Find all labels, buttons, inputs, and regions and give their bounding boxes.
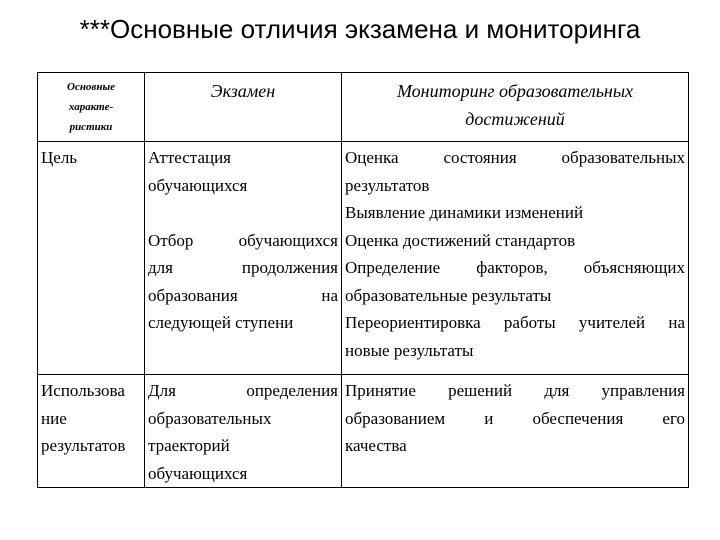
header-line: Мониторинг образовательных — [396, 81, 634, 101]
cell-line: Использова — [41, 381, 125, 400]
cell-line: Отбор обучающихся — [148, 230, 338, 250]
cell-line: результатов — [41, 436, 126, 455]
slide-title: ***Основные отличия экзамена и мониторинга — [79, 14, 641, 44]
cell-line: новые результаты — [345, 340, 474, 360]
cell-line: траекторий — [148, 436, 230, 455]
cell-line: образованием и обеспечения его — [345, 408, 685, 428]
cell-line: результатов — [345, 175, 430, 195]
cell-line: качества — [345, 436, 407, 455]
cell — [38, 142, 145, 375]
cell-line: для продолжения — [148, 258, 338, 277]
cell — [145, 375, 342, 488]
header-exam: Экзамен — [145, 73, 342, 142]
cell-line: Оценка состояния образовательных — [345, 148, 685, 167]
cell — [342, 142, 689, 375]
header-line: достижений — [465, 109, 565, 129]
cell-line: обучающихся — [148, 463, 248, 483]
cell-line: ние — [41, 408, 67, 428]
header-line: ристики — [69, 121, 113, 133]
cell-line: Для определения — [148, 381, 338, 400]
cell-line: Оценка достижений стандартов — [345, 230, 576, 250]
cell-line: Принятие решений для управления — [345, 381, 685, 400]
cell-line: Переориентировка работы учителей на — [345, 313, 685, 332]
cell-line: образовательные результаты — [345, 285, 552, 305]
cell-line: образования на — [148, 285, 338, 305]
header-characteristics — [38, 73, 145, 142]
table-header-row — [38, 73, 689, 142]
header-line: Основные — [67, 81, 115, 93]
table-row — [38, 142, 689, 375]
cell-line: образовательных — [148, 408, 272, 428]
header-line: характе- — [68, 101, 114, 113]
cell-line: Определение факторов, объясняющих — [345, 258, 685, 277]
cell-line: Цель — [41, 148, 78, 167]
cell-line — [148, 199, 338, 227]
cell-line: Выявление динамики изменений — [345, 203, 584, 222]
cell — [145, 142, 342, 375]
cell-line: Аттестация — [148, 148, 231, 167]
comparison-table — [37, 72, 689, 488]
cell-line: следующей ступени — [148, 313, 294, 332]
cell — [342, 375, 689, 488]
table-row — [38, 375, 689, 488]
cell-line: обучающихся — [148, 175, 248, 195]
cell — [38, 375, 145, 488]
header-monitoring — [342, 73, 689, 142]
